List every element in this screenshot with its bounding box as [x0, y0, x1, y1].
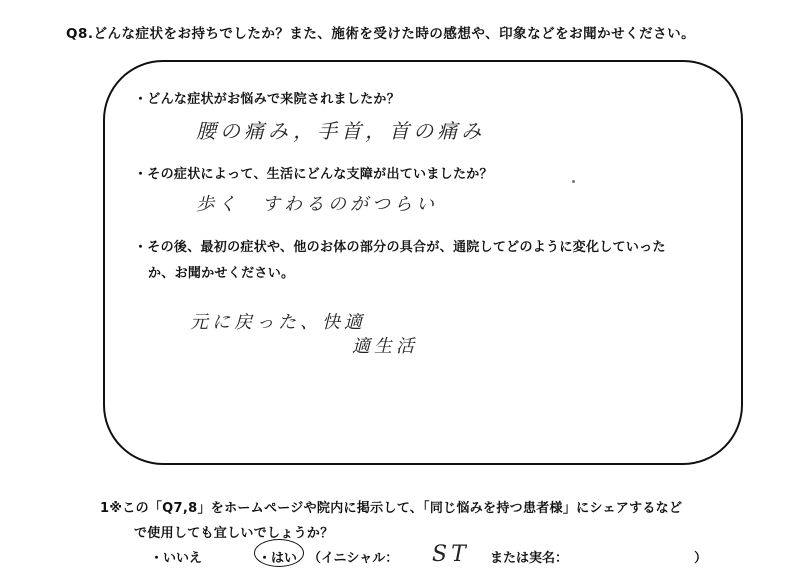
initial-value: ST	[432, 542, 470, 567]
answer-change-line2: 適生活	[352, 336, 418, 357]
question-title: Q8.どんな症状をお持ちでしたか？また、施術を受けた時の感想や、印象などをお聞かせください。	[66, 26, 696, 42]
option-no[interactable]: ・いいえ	[150, 551, 203, 566]
initial-label: （イニシャル：	[308, 551, 399, 566]
consent-line2: で使用しても宜しいでしょうか？	[134, 526, 334, 541]
prompt-impact: ・その症状によって、生活にどんな支障が出ていましたか？	[134, 167, 493, 182]
consent-line1: 1※この「Q7,8」をホームページや院内に掲示して、「同じ悩みを持つ患者様」にシェアするなど	[100, 501, 683, 516]
option-yes[interactable]: ・はい	[258, 551, 298, 566]
prompt-change-line2: か、お聞かせください。	[148, 266, 295, 281]
stray-mark	[572, 180, 575, 183]
answer-impact: 歩く すわるのがつらい	[196, 194, 438, 215]
close-paren: ）	[694, 551, 708, 566]
answer-change-line1: 元に戻った、快適	[190, 312, 366, 333]
prompt-change-line1: ・その後、最初の症状や、他のお体の部分の具合が、通院してどのように変化していった	[134, 240, 666, 255]
prompt-symptoms: ・どんな症状がお悩みで来院されましたか？	[134, 92, 401, 107]
realname-label: または実名：	[490, 551, 569, 566]
answer-symptoms: 腰の痛み，手首，首の痛み	[196, 119, 486, 143]
